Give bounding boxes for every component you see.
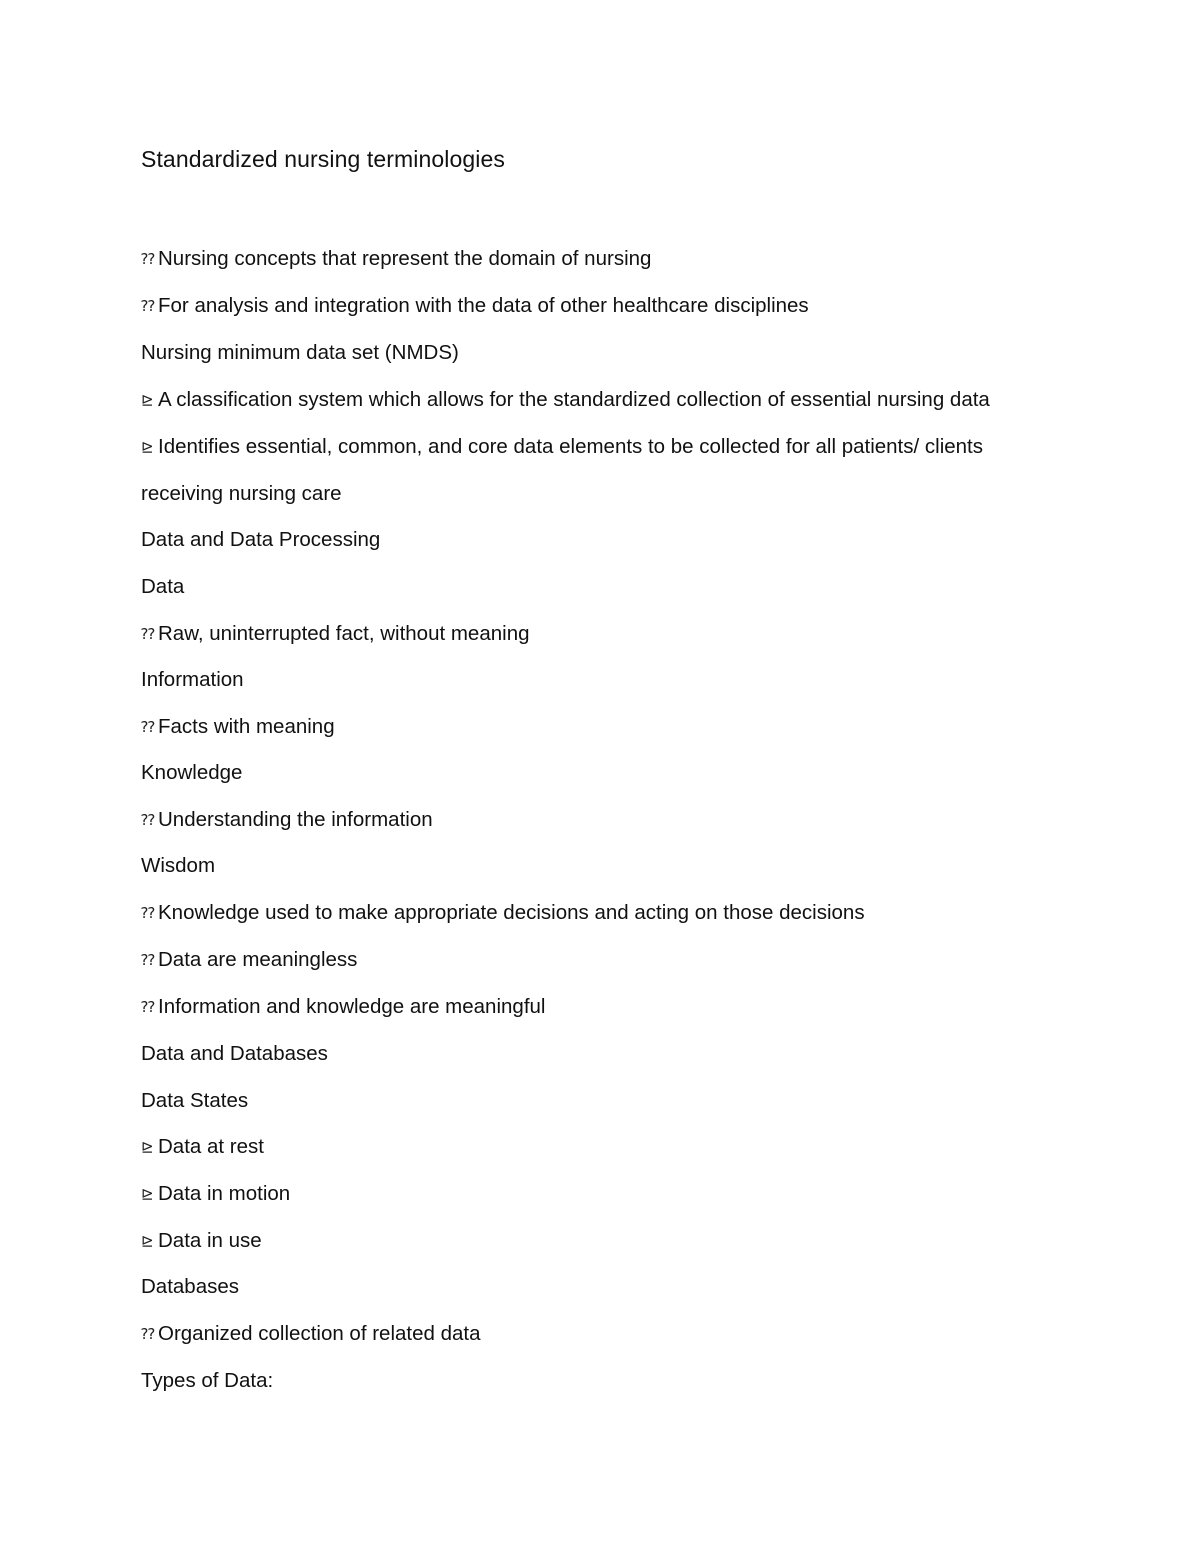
bullet-line [141, 1320, 481, 1349]
bullet-marker-icon: ⁇ [141, 1326, 155, 1343]
section-heading [141, 526, 380, 554]
section-heading [141, 339, 459, 367]
bullet-line [141, 386, 990, 415]
bullet-line [141, 946, 357, 975]
line-text: Organized collection of related data [158, 1322, 481, 1345]
bullet-marker-icon: ⁇ [141, 626, 155, 643]
bullet-line [141, 245, 651, 274]
line-text: Databases [141, 1275, 240, 1298]
bullet-line [141, 806, 433, 835]
bullet-marker-icon: ⁇ [141, 952, 155, 969]
line-text: Knowledge used to make appropriate decisions and acting on those decisions [158, 901, 865, 924]
bullet-marker-icon: ⊵ [141, 392, 154, 409]
bullet-marker-icon: ⁇ [141, 719, 155, 736]
line-text: Raw, uninterrupted fact, without meaning [158, 622, 530, 645]
document-title: Standardized nursing terminologies [141, 146, 505, 172]
bullet-line [141, 1133, 264, 1162]
bullet-marker-icon: ⁇ [141, 812, 155, 829]
section-heading [141, 1273, 239, 1301]
line-text: Data [141, 575, 185, 598]
line-text: Nursing minimum data set (NMDS) [141, 341, 459, 364]
section-heading [141, 759, 242, 787]
bullet-line [141, 899, 865, 928]
section-heading [141, 1040, 328, 1068]
line-text: Nursing concepts that represent the domain of nursing [158, 247, 652, 270]
line-text: Identifies essential, common, and core data elements to be collected for all patients/ clients [158, 435, 984, 458]
bullet-line [141, 1180, 290, 1209]
line-text: Information [141, 668, 244, 691]
bullet-marker-icon: ⁇ [141, 298, 155, 315]
bullet-line [141, 993, 545, 1022]
bullet-line [141, 713, 335, 742]
line-text: Data in use [158, 1229, 262, 1252]
line-text: Data at rest [158, 1135, 264, 1158]
continuation-line [141, 480, 342, 508]
line-text: Understanding the information [158, 808, 433, 831]
line-text: Data and Databases [141, 1042, 328, 1065]
bullet-marker-icon: ⁇ [141, 251, 155, 268]
line-text: receiving nursing care [141, 482, 342, 505]
bullet-marker-icon: ⊵ [141, 1233, 154, 1250]
line-text: Facts with meaning [158, 715, 335, 738]
line-text: Information and knowledge are meaningful [158, 995, 546, 1018]
bullet-marker-icon: ⁇ [141, 999, 155, 1016]
line-text: Types of Data: [141, 1369, 274, 1392]
bullet-line [141, 292, 809, 321]
bullet-marker-icon: ⊵ [141, 1186, 154, 1203]
bullet-line [141, 620, 530, 649]
bullet-line [141, 433, 983, 462]
line-text: For analysis and integration with the data of other healthcare disciplines [158, 294, 809, 317]
section-heading [141, 573, 184, 601]
bullet-line [141, 1227, 262, 1256]
line-text: Data and Data Processing [141, 528, 381, 551]
line-text: Data in motion [158, 1182, 291, 1205]
line-text: Data States [141, 1089, 249, 1112]
line-text: A classification system which allows for the standardized collection of essential nursing data [158, 388, 990, 411]
bullet-marker-icon: ⁇ [141, 905, 155, 922]
bullet-marker-icon: ⊵ [141, 1139, 154, 1156]
section-heading [141, 666, 244, 694]
line-text: Knowledge [141, 761, 243, 784]
section-heading [141, 1367, 273, 1395]
section-heading [141, 852, 215, 880]
line-text: Data are meaningless [158, 948, 358, 971]
bullet-marker-icon: ⊵ [141, 439, 154, 456]
section-heading [141, 1087, 248, 1115]
line-text: Wisdom [141, 854, 216, 877]
